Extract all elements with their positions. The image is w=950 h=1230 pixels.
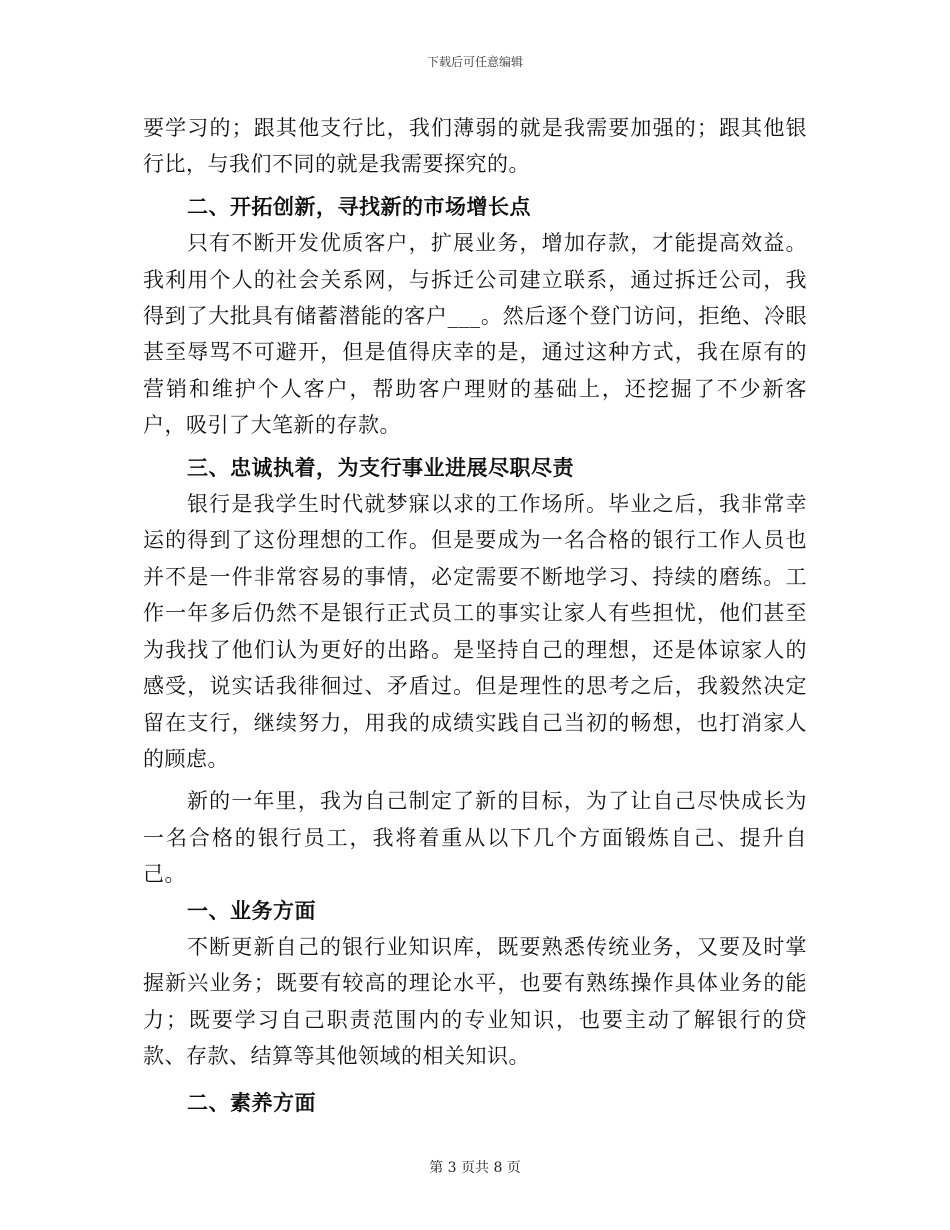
page-header: 下载后可任意编辑 <box>426 55 523 69</box>
section-heading-literacy: 二、素养方面 <box>187 1089 316 1115</box>
paragraph-innovation: 只有不断开发优质客户，扩展业务，增加存款，才能提高效益。我利用个人的社会关系网，与拆迁公司建立联系，通过拆迁公司，我得到了大批具有储蓄潜能的客户___。然后逐个登门访问，拒绝、冷眼甚至辱骂不可避开，但是值得庆幸的是，通过这种方式，我在原有的营销和维护个人客户，帮助客户理财的基础上，还挖掘了不少新客户，吸引了大笔新的存款。 <box>143 231 807 438</box>
section-heading-innovation: 二、开拓创新，寻找新的市场增长点 <box>187 193 531 219</box>
section-heading-loyalty: 三、忠诚执着，为支行事业进展尽职尽责 <box>187 454 574 480</box>
paragraph-new-year-goals: 新的一年里，我为自己制定了新的目标，为了让自己尽快成长为一名合格的银行员工，我将着重从以下几个方面锻炼自己、提升自己。 <box>143 789 807 887</box>
paragraph-business: 不断更新自己的银行业知识库，既要熟悉传统业务，又要及时掌握新兴业务；既要有较高的理论水平，也要有熟练操作具体业务的能力；既要学习自己职责范围内的专业知识，也要主动了解银行的贷款、存款、结算等其他领域的相关知识。 <box>143 934 807 1069</box>
paragraph-continuation: 要学习的；跟其他支行比，我们薄弱的就是我需要加强的；跟其他银行比，与我们不同的就是我需要探究的。 <box>143 116 807 177</box>
section-heading-business: 一、业务方面 <box>187 897 316 923</box>
page-footer: 第 3 页共 8 页 <box>429 1160 521 1176</box>
document-body <box>143 110 807 1121</box>
paragraph-loyalty: 银行是我学生时代就梦寐以求的工作场所。毕业之后，我非常幸运的得到了这份理想的工作。但是要成为一名合格的银行工作人员也并不是一件非常容易的事情，必定需要不断地学习、持续的磨练。工作一年多后仍然不是银行正式员工的事实让家人有些担忧，他们甚至为我找了他们认为更好的出路。是坚持自己的理想，还是体谅家人的感受，说实话我徘徊过、矛盾过。但是理性的思考之后，我毅然决定留在支行，继续努力，用我的成绩实践自己当初的畅想，也打消家人的顾虑。 <box>143 492 807 771</box>
